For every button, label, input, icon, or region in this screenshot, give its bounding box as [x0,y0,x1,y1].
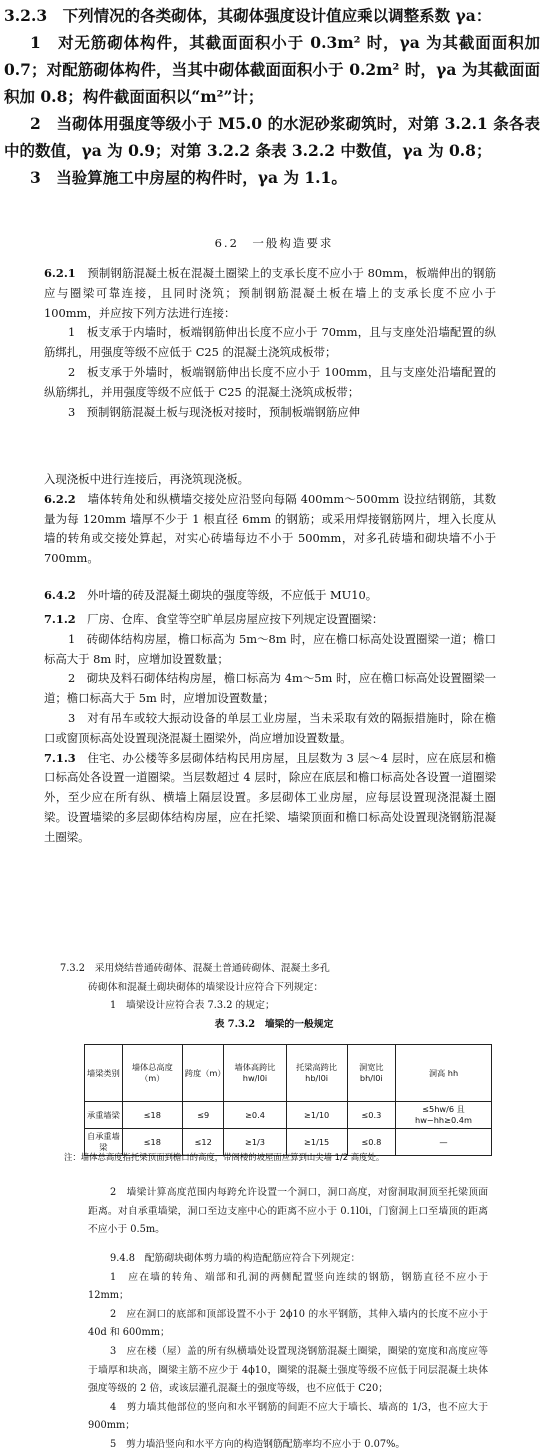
clause-item: 2 墙梁计算高度范围内每跨允许设置一个洞口，洞口高度，对窗洞取洞顶至托梁顶面距离。对自承重墙梁，洞口至边支座中心的距离不应小于 0.1l0i，门窗洞上口至墙顶的距离不应小于 0.5m。 [88,1187,488,1236]
clause-3-2-3 [0,2,548,191]
table-cell: ≤0.3 [347,1102,395,1129]
table-cell: ≥0.4 [224,1102,286,1129]
table-header: 墙体高跨比 hw/l0i [224,1045,286,1102]
table-note: 注：墙体总高度指托梁顶面到檐口的高度，带阁楼的坡屋面应算到山尖墙 1/2 高度处。 [64,1152,385,1162]
clause-text: 外叶墙的砖及混凝土砌块的强度等级，不应低于 MU10。 [87,588,378,602]
clause-item: 4 剪力墙其他部位的竖向和水平钢筋的间距不应大于墙长、墙高的 1/3，也不应大于 900mm； [88,1401,488,1432]
table-row [85,1102,492,1129]
clause-heading: 7.3.2 采用烧结普通砖砌体、混凝土普通砖砌体、混凝土多孔 [60,963,330,974]
table-cell: ≤12 [182,1129,224,1156]
clause-item: 1 砖砌体结构房屋，檐口标高为 5m～8m 时，应在檐口标高处设置圈梁一道；檐口标高大于 8m 时，应增加设置数量； [44,631,496,666]
clause-text: 住宅、办公楼等多层砌体结构民用房屋，且层数为 3 层～4 层时，应在底层和檐口标高处各设置一道圈梁。当层数超过 4 层时，除应在底层和檐口标高处各设置一道圈梁外，至少应在所有纵、横墙上隔层设置。多层砌体工业房屋，应每层设置现浇混凝土圈梁。设置墙梁的多层砌体结构房屋，应在托梁、墙梁顶面和檐口标高处设置现浇钢筋混凝土圈梁。 [44,750,496,844]
clause-3-2-3-heading: 3.2.3 下列情况的各类砌体，其砌体强度设计值应乘以调整系数 γa： [4,6,492,25]
table-header: 托梁高跨比 hb/l0i [286,1045,347,1102]
clause-item: 3 预制钢筋混凝土板与现浇板对接时，预制板端钢筋应伸 [68,404,361,419]
table-cell: ≤18 [122,1102,182,1129]
wall-beam-table [84,1044,492,1156]
clause-number: 9.4.8 [110,1253,135,1264]
clause-9-4-8 [0,1250,548,1455]
clause-item: 2 应在洞口的底部和顶部设置不小于 2ϕ10 的水平钢筋，其伸入墙内的长度不应小于 40d 和 600mm； [88,1308,488,1339]
clause-7-3-2 [0,960,548,1034]
clause-item: 2 砌块及料石砌体结构房屋，檐口标高为 4m～5m 时，应在檐口标高处设置圈梁一道；檐口标高大于 5m 时，应增加设置数量； [44,671,496,706]
clause-number: 6.2.1 [44,266,76,280]
clause-text: 配筋砌块砌体剪力墙的构造配筋应符合下列规定： [144,1253,361,1264]
clause-number: 7.1.2 [44,612,76,626]
clause-item: 1 应在墙的转角、端部和孔洞的两侧配置竖向连续的钢筋，钢筋直径不应小于 12mm； [88,1271,488,1302]
clause-7-1-2 [0,610,548,848]
section-6-2 [0,234,548,254]
table-cell: ≥1/3 [224,1129,286,1156]
clause-7-3-2-item-2 [0,1184,548,1240]
clause-text: 厂房、仓库、食堂等空旷单层房屋应按下列规定设置圈梁： [87,612,384,626]
clause-item: 1 墙梁设计应符合表 7.3.2 的规定； [110,1000,275,1012]
clause-number: 6.2.2 [44,491,76,506]
table-cell: ≤0.8 [347,1129,395,1156]
clause-3-2-3-item-1: 1 对无筋砌体构件，其截面面积小于 0.3m² 时，γa 为其截面面积加 0.7；对配筋砌体构件，当其中砌体截面面积小于 0.2m² 时，γa 为其截面面积加 0.8；构件截面面积以“m²”计； [4,33,540,106]
clause-text: 预制钢筋混凝土板在混凝土圈梁上的支承长度不应小于 80mm，板端伸出的钢筋应与圈梁可靠连接，且同时浇筑；预制钢筋混凝土板在墙上的支承长度不应小于 100mm，并应按下列方法进行连接： [44,266,496,320]
clause-item: 3 应在楼（屋）盖的所有纵横墙处设置现浇钢筋混凝土圈梁，圈梁的宽度和高度应等于墙厚和块高，圈梁主筋不应少于 4ϕ10，圈梁的混凝土强度等级不应低于同层混凝土块体强度等级的 2 倍，或该层灌孔混凝土的强度等级，也不应低于 C20； [88,1345,488,1395]
table-caption: 表 7.3.2 墙梁的一般规定 [214,1018,334,1030]
table-header: 洞宽比 bh/l0i [347,1045,395,1102]
clause-3-2-3-item-2: 2 当砌体用强度等级小于 M5.0 的水泥砂浆砌筑时，对第 3.2.1 条各表中的数值，γa 为 0.9；对第 3.2.2 条表 3.2.2 中数值，γa 为 0.8； [4,114,540,160]
clause-text: 砖砌体和混凝土砌块砌体的墙梁设计应符合下列规定： [88,981,324,993]
table-header: 墙梁类别 [85,1045,123,1102]
table-cell: ≤9 [182,1102,224,1129]
clause-item: 3 对有吊车或较大振动设备的单层工业房屋，当未采取有效的隔振措施时，除在檐口或窗顶标高处设置现浇混凝土圈梁外，尚应增加设置数量。 [44,710,496,745]
table-header: 墙体总高度（m） [122,1045,182,1102]
clause-number: 7.1.3 [44,750,76,765]
clause-6-4-2 [0,586,548,606]
clause-item: 1 板支承于内墙时，板端钢筋伸出长度不应小于 70mm，且与支座处沿墙配置的纵筋绑扎，用强度等级不应低于 C25 的混凝土浇筑成板带； [44,325,496,360]
clause-item-continued: 入现浇板中进行连接后，再浇筑现浇板。 [44,472,250,486]
table-header: 跨度（m） [182,1045,224,1102]
table-cell: 承重墙梁 [85,1102,123,1129]
table-cell: 自承重墙梁 [85,1129,123,1156]
table-header-row [85,1045,492,1102]
section-title: 6.2 一般构造要求 [214,236,334,250]
clause-text: 墙体转角处和纵横墙交接处应沿竖向每隔 400mm～500mm 设拉结钢筋，其数量为每 120mm 墙厚不少于 1 根直径 6mm 的钢筋；或采用焊接钢筋网片，埋入长度从墙的转角或交接处算起，对实心砖墙每边不小于 500mm，对多孔砖墙和砌块墙不小于 700mm。 [44,491,496,566]
table-header: 洞高 hh [395,1045,491,1102]
clause-number: 6.4.2 [44,588,76,602]
table-cell: ≤18 [122,1129,182,1156]
clause-item: 2 板支承于外墙时，板端钢筋伸出长度不应小于 100mm，且与支座处沿墙配置的纵筋绑扎，并用强度等级不应低于 C25 的混凝土浇筑成板带； [44,364,496,399]
table-cell: ≥1/15 [286,1129,347,1156]
clause-6-2-1-continued [0,470,548,569]
clause-3-2-3-item-3: 3 当验算施工中房屋的构件时，γa 为 1.1。 [30,168,347,187]
table-cell: ≥1/10 [286,1102,347,1129]
table-cell: ≤5hw/6 且 hw−hh≥0.4m [395,1102,491,1129]
clause-item: 5 剪力墙沿竖向和水平方向的构造钢筋配筋率均不应小于 0.07%。 [110,1438,406,1450]
clause-6-2-1 [0,264,548,422]
table-cell: — [395,1129,491,1156]
